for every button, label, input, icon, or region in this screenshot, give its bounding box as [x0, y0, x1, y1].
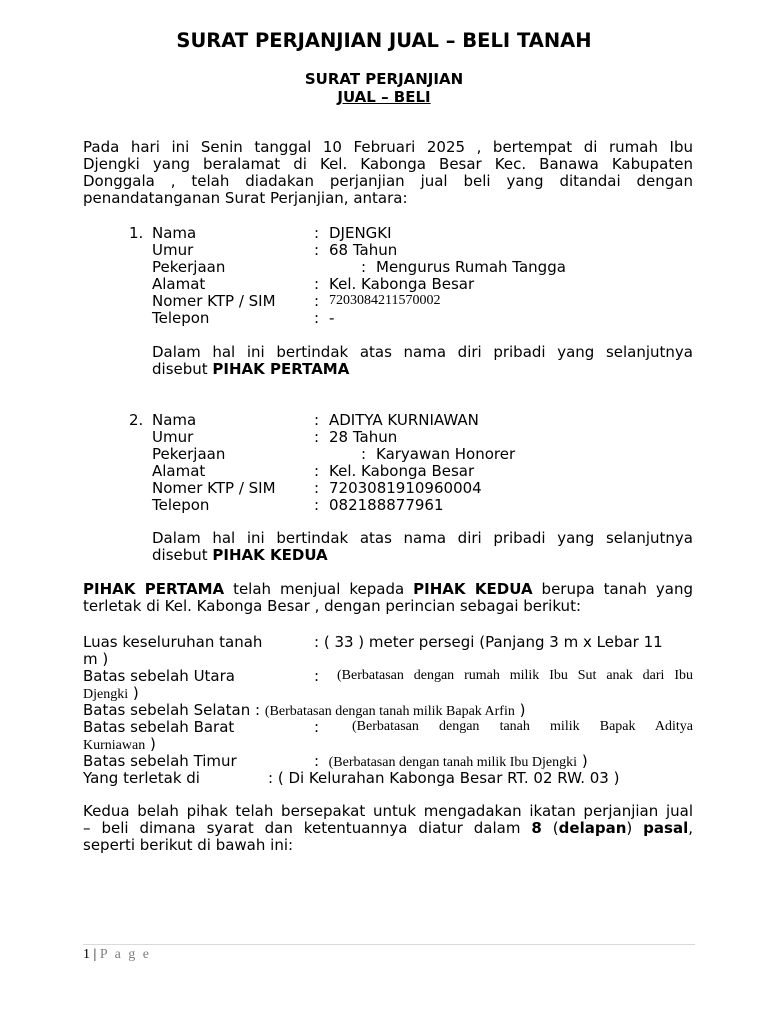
party2-label-nama: Nama — [152, 411, 197, 429]
utara-colon: : — [314, 667, 320, 685]
sale-end: berupa tanah yang — [532, 580, 693, 598]
closing-paragraph — [83, 803, 693, 854]
party1-value-umur: 68 Tahun — [329, 241, 398, 259]
barat-cont-name: Kurniawan — [83, 738, 146, 753]
party1-label-nama: Nama — [152, 224, 197, 242]
closing-line-3: seperti berikut di bawah ini: — [83, 836, 294, 854]
sale-paragraph — [83, 581, 693, 615]
party1-value-alamat: Kel. Kabonga Besar — [329, 275, 475, 293]
closing-line-2-e: ) — [626, 819, 644, 837]
party2-label-umur: Umur — [152, 428, 194, 446]
party2-value-ktp: 7203081910960004 — [329, 479, 482, 497]
selatan-end: ) — [514, 701, 526, 719]
barat-label: Batas sebelah Barat — [83, 718, 235, 736]
barat-colon: : — [314, 718, 320, 736]
party1-statement-line-1: Dalam hal ini bertindak atas nama diri pribadi yang selanjutnya — [152, 343, 693, 361]
subtitle-line-2: JUAL – BELI — [337, 88, 431, 106]
party2-value-umur: 28 Tahun — [329, 428, 398, 446]
party2-sep-alamat: : — [314, 462, 320, 480]
party1-sep-umur: : — [314, 241, 320, 259]
lokasi-value: : ( Di Kelurahan Kabonga Besar RT. 02 RW. 03 ) — [268, 769, 620, 787]
party1-sep-alamat: : — [314, 275, 320, 293]
utara-cont-name: Djengki — [83, 687, 129, 702]
selatan-label: Batas sebelah Selatan : — [83, 701, 265, 719]
party1-value-telepon: - — [329, 309, 335, 327]
closing-line-2-c: ( — [541, 819, 559, 837]
party2-value-pekerjaan: Karyawan Honorer — [376, 445, 516, 463]
party2-statement-prefix: disebut — [152, 546, 213, 564]
utara-cont-end: ) — [128, 684, 139, 702]
luas-continuation: m ) — [83, 650, 109, 668]
party1-role: PIHAK PERTAMA — [212, 360, 350, 378]
selatan-value: (Berbatasan dengan tanah milik Bapak Arfin — [264, 704, 515, 719]
party1-value-nama: DJENGKI — [329, 224, 392, 242]
party2-statement-line-1: Dalam hal ini bertindak atas nama diri pribadi yang selanjutnya — [152, 529, 693, 547]
document-title: SURAT PERJANJIAN JUAL – BELI TANAH — [176, 29, 592, 52]
party2-number: 2. — [129, 411, 144, 429]
party1-value-pekerjaan: Mengurus Rumah Tangga — [376, 258, 566, 276]
party1-number: 1. — [129, 224, 144, 242]
party1-label-pekerjaan: Pekerjaan — [152, 258, 226, 276]
closing-pasal: pasal — [643, 819, 689, 837]
party2-statement — [152, 530, 693, 564]
party2-label-telepon: Telepon — [152, 496, 210, 514]
intro-line-4: penandatanganan Surat Perjanjian, antara: — [83, 189, 408, 207]
intro-paragraph — [83, 139, 693, 207]
party2-sep-umur: : — [314, 428, 320, 446]
party2-sep-ktp: : — [314, 479, 320, 497]
party2-role: PIHAK KEDUA — [212, 546, 328, 564]
page-separator: | — [90, 947, 100, 962]
closing-line-2 — [83, 820, 693, 837]
party1-sep-pekerjaan: : — [361, 258, 367, 276]
barat-cont-end: ) — [145, 735, 156, 753]
timur-label: Batas sebelah Timur — [83, 752, 237, 770]
timur-colon: : — [314, 752, 320, 770]
party2-label-alamat: Alamat — [152, 462, 206, 480]
party2-sep-telepon: : — [314, 496, 320, 514]
party1-statement-line-2 — [152, 361, 693, 378]
closing-article-count: 8 — [531, 819, 542, 837]
party2-label-pekerjaan: Pekerjaan — [152, 445, 226, 463]
closing-line-1: Kedua belah pihak telah bersepakat untuk mengadakan ikatan perjanjian jual — [83, 802, 693, 820]
sale-line-2: terletak di Kel. Kabonga Besar , dengan perincian sebagai berikut: — [83, 597, 582, 615]
utara-label: Batas sebelah Utara — [83, 667, 235, 685]
party1-label-umur: Umur — [152, 241, 194, 259]
party2-sep-nama: : — [314, 411, 320, 429]
party1-sep-nama: : — [314, 224, 320, 242]
party2-value-alamat: Kel. Kabonga Besar — [329, 462, 475, 480]
lokasi-label: Yang terletak di — [83, 769, 200, 787]
party2-value-nama: ADITYA KURNIAWAN — [329, 411, 479, 429]
party1-label-ktp: Nomer KTP / SIM — [152, 292, 276, 310]
party2-sep-pekerjaan: : — [361, 445, 367, 463]
party2-label-ktp: Nomer KTP / SIM — [152, 479, 276, 497]
party1-value-ktp: 7203084211570002 — [329, 293, 441, 308]
party1-label-alamat: Alamat — [152, 275, 206, 293]
party1-sep-ktp: : — [314, 292, 320, 310]
intro-line-3: Donggala , telah diadakan perjanjian jual beli yang ditandai dengan — [83, 172, 693, 190]
party2-statement-line-2 — [152, 547, 693, 564]
sale-line-1 — [83, 581, 693, 598]
sale-buyer: PIHAK KEDUA — [413, 580, 533, 598]
barat-value: (Berbatasan dengan tanah milik Bapak Aditya — [352, 719, 693, 734]
closing-line-2-g: , — [688, 819, 694, 837]
party1-sep-telepon: : — [314, 309, 320, 327]
page-footer — [83, 947, 151, 963]
closing-article-word: delapan — [558, 819, 627, 837]
party1-statement — [152, 344, 693, 378]
utara-value: (Berbatasan dengan rumah milik Ibu Sut anak dari Ibu — [337, 668, 693, 683]
timur-value: (Berbatasan dengan tanah milik Ibu Djengki — [328, 755, 578, 770]
page-number: 1 — [83, 947, 90, 962]
sale-mid: telah menjual kepada — [224, 580, 414, 598]
luas-label: Luas keseluruhan tanah — [83, 633, 263, 651]
party1-statement-prefix: disebut — [152, 360, 213, 378]
closing-line-2-a: – beli dimana syarat dan ketentuannya diatur dalam — [83, 819, 532, 837]
party2-value-telepon: 082188877961 — [329, 496, 444, 514]
subtitle-line-2-wrap — [0, 88, 768, 106]
timur-end: ) — [577, 752, 588, 770]
sale-seller: PIHAK PERTAMA — [83, 580, 225, 598]
party1-label-telepon: Telepon — [152, 309, 210, 327]
subtitle-line-1: SURAT PERJANJIAN — [304, 70, 464, 88]
luas-value: : ( 33 ) meter persegi (Panjang 3 m x Lebar 11 — [314, 633, 663, 651]
intro-line-1: Pada hari ini Senin tanggal 10 Februari 2025 , bertempat di rumah Ibu — [83, 138, 693, 156]
page-word: P a g e — [99, 947, 152, 962]
footer-divider — [83, 944, 695, 945]
intro-line-2: Djengki yang beralamat di Kel. Kabonga Besar Kec. Banawa Kabupaten — [83, 155, 693, 173]
